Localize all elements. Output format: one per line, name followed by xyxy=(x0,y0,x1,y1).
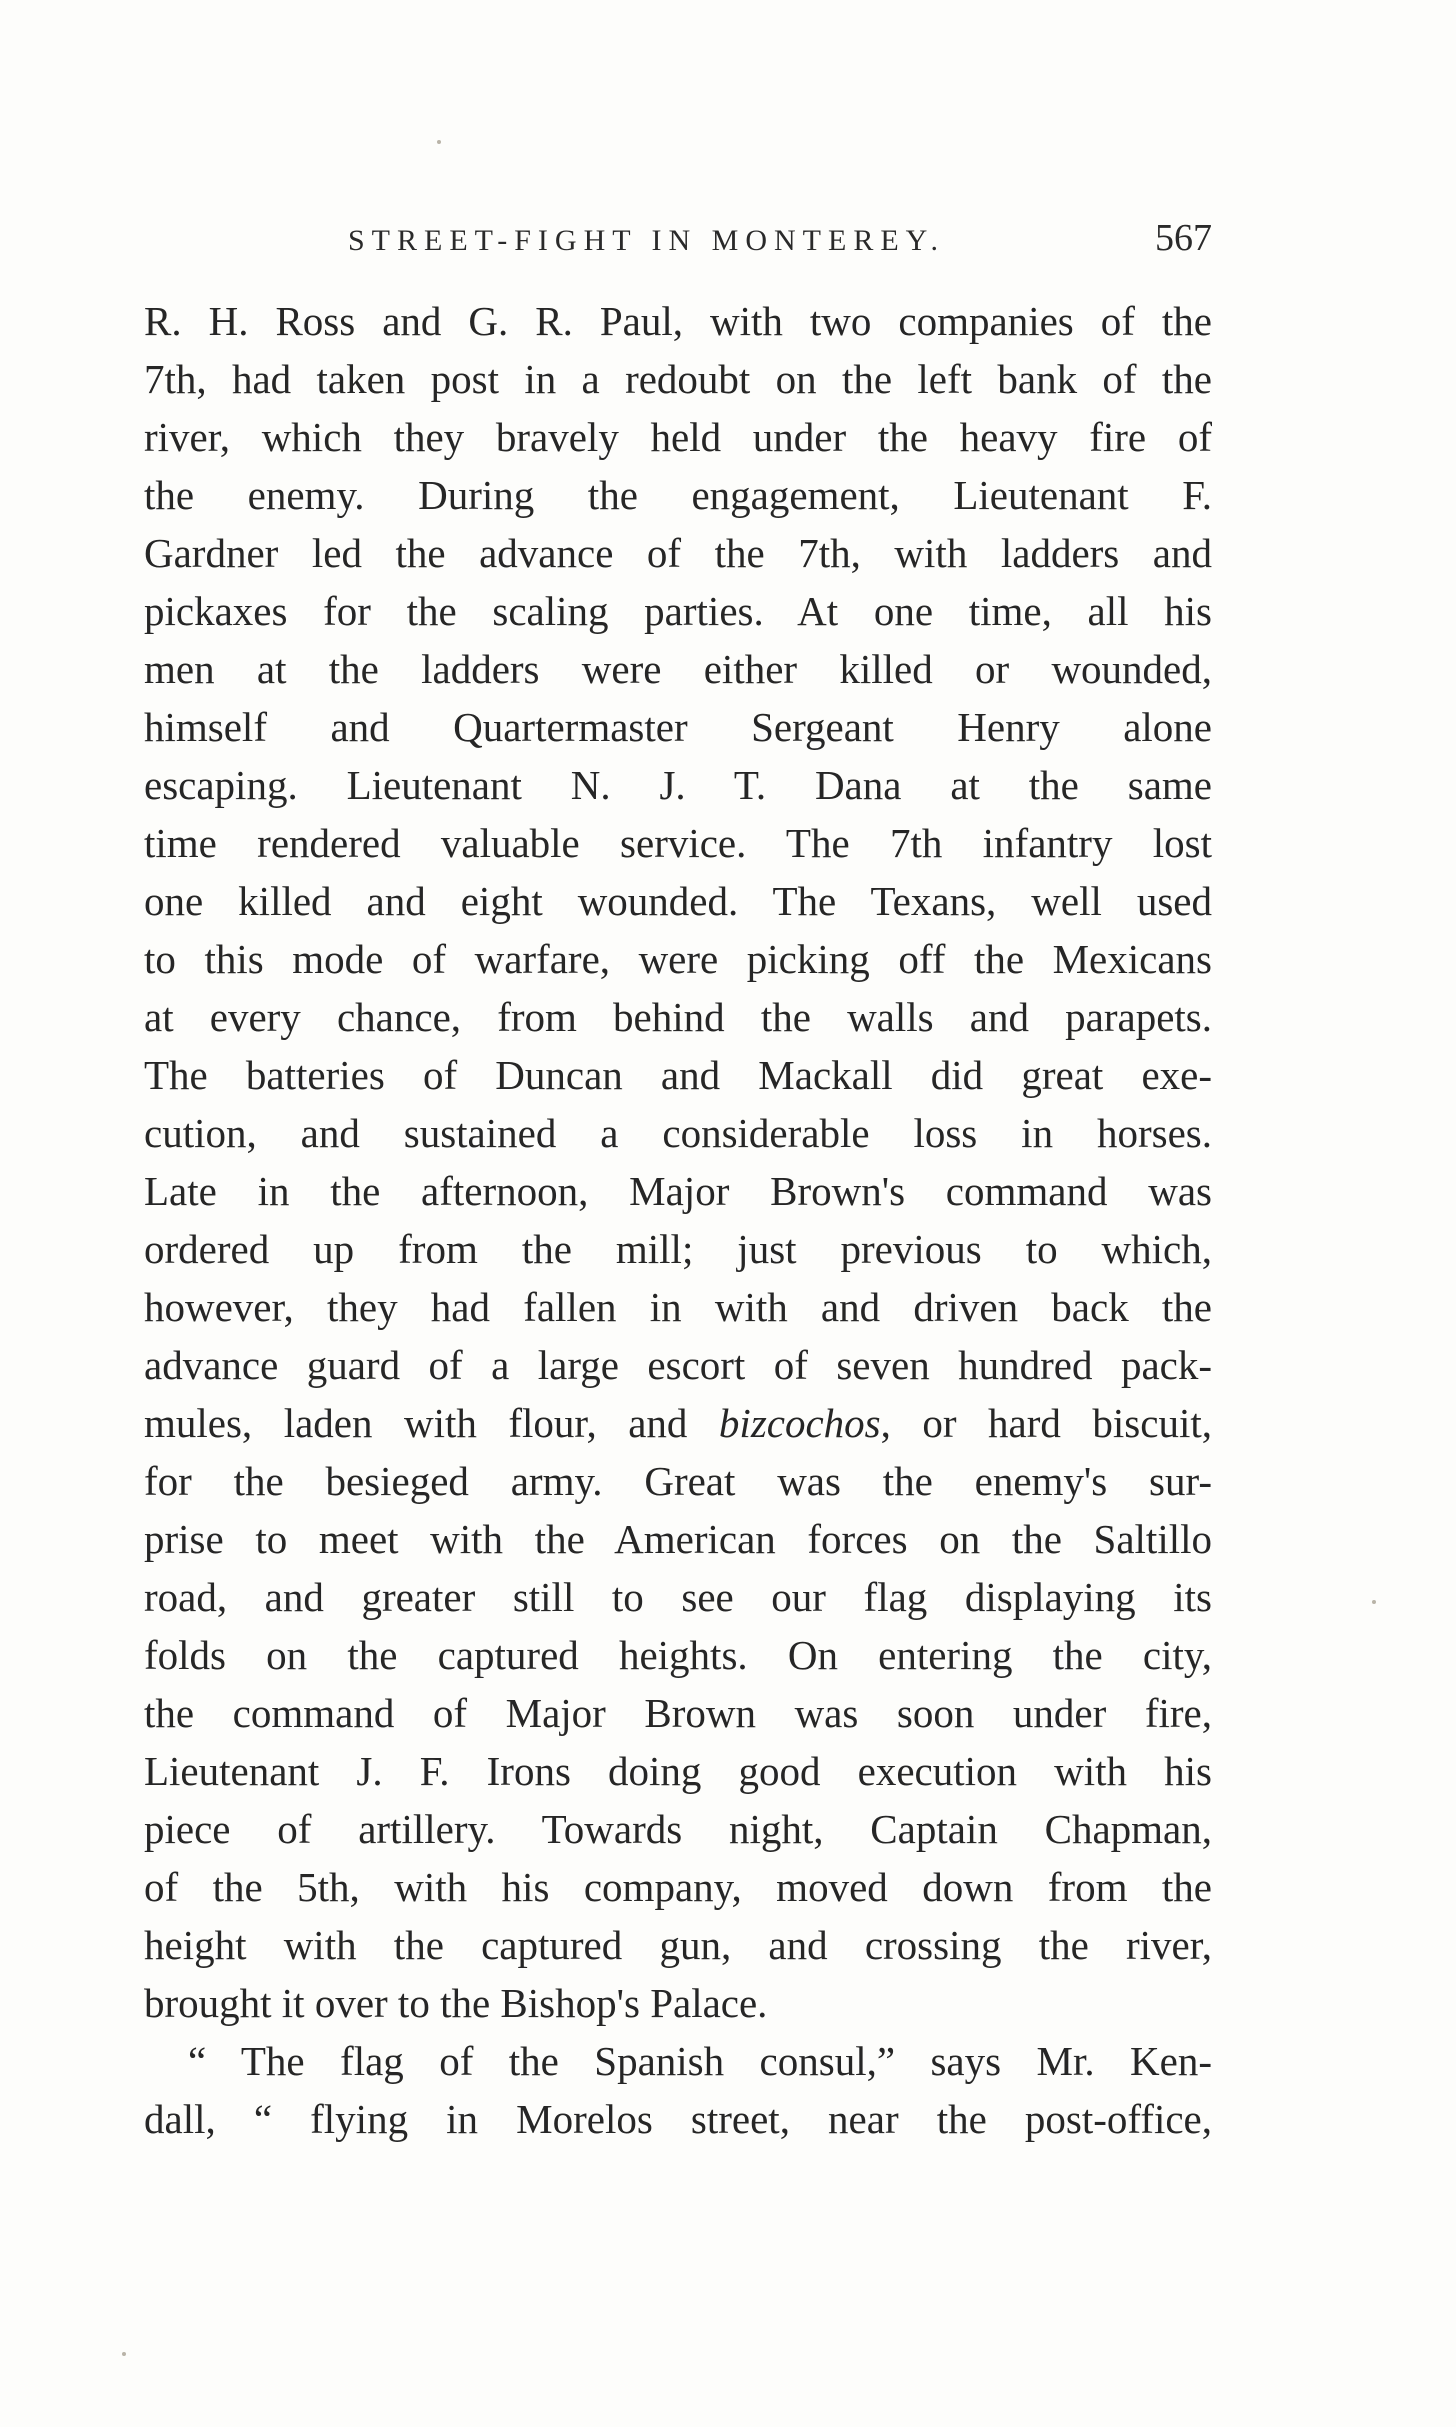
text-line: Late in the afternoon, Major Brown's command was xyxy=(144,1168,1212,1214)
text-line: however, they had fallen in with and driven back the xyxy=(144,1284,1212,1330)
body-text xyxy=(144,292,1212,2148)
text-line: advance guard of a large escort of seven hundred pack- xyxy=(144,1342,1212,1388)
text-line: pickaxes for the scaling parties. At one time, all his xyxy=(144,588,1212,634)
text-line: men at the ladders were either killed or wounded, xyxy=(144,646,1212,692)
text-line: the enemy. During the engagement, Lieutenant F. xyxy=(144,472,1212,518)
text-line: at every chance, from behind the walls and parapets. xyxy=(144,994,1212,1040)
page-header xyxy=(144,216,1212,266)
text-line: himself and Quartermaster Sergeant Henry alone xyxy=(144,704,1212,750)
paper-speck xyxy=(437,140,441,144)
text-line: dall, “ flying in Morelos street, near the post-office, xyxy=(144,2096,1212,2142)
paragraph-start-line: “ The flag of the Spanish consul,” says Mr. Ken- xyxy=(188,2038,1212,2084)
text-line: 7th, had taken post in a redoubt on the left bank of the xyxy=(144,356,1212,402)
text-line: prise to meet with the American forces on the Saltillo xyxy=(144,1516,1212,1562)
text-line: Lieutenant J. F. Irons doing good execution with his xyxy=(144,1748,1212,1794)
text-line: folds on the captured heights. On entering the city, xyxy=(144,1632,1212,1678)
text-line: cution, and sustained a considerable loss in horses. xyxy=(144,1110,1212,1156)
text-line-with-italic xyxy=(144,1394,1212,1452)
running-head: STREET-FIGHT IN MONTEREY. xyxy=(348,224,945,257)
text-line: the command of Major Brown was soon under fire, xyxy=(144,1690,1212,1736)
paragraph-end-line: brought it over to the Bishop's Palace. xyxy=(144,1980,768,2026)
text-line: R. H. Ross and G. R. Paul, with two companies of the xyxy=(144,298,1212,344)
text-line: Gardner led the advance of the 7th, with ladders and xyxy=(144,530,1212,576)
italic-term: bizcochos xyxy=(718,1400,881,1446)
text-line: The batteries of Duncan and Mackall did great exe- xyxy=(144,1052,1212,1098)
text-line: escaping. Lieutenant N. J. T. Dana at the same xyxy=(144,762,1212,808)
paper-speck xyxy=(1372,1600,1376,1604)
text-line: road, and greater still to see our flag displaying its xyxy=(144,1574,1212,1620)
text-line: time rendered valuable service. The 7th infantry lost xyxy=(144,820,1212,866)
text-line: height with the captured gun, and crossing the river, xyxy=(144,1922,1212,1968)
text-line: to this mode of warfare, were picking off the Mexicans xyxy=(144,936,1212,982)
page-number: 567 xyxy=(1155,217,1212,259)
text-line: for the besieged army. Great was the enemy's sur- xyxy=(144,1458,1212,1504)
text-line: piece of artillery. Towards night, Captain Chapman, xyxy=(144,1806,1212,1852)
text-line: one killed and eight wounded. The Texans, well used xyxy=(144,878,1212,924)
text-line: ordered up from the mill; just previous to which, xyxy=(144,1226,1212,1272)
text-line: river, which they bravely held under the heavy fire of xyxy=(144,414,1212,460)
text-line: of the 5th, with his company, moved down from the xyxy=(144,1864,1212,1910)
text-segment: , or hard biscuit, xyxy=(880,1400,1212,1446)
text-segment: mules, laden with flour, and xyxy=(144,1400,688,1446)
paper-speck xyxy=(122,2352,126,2356)
